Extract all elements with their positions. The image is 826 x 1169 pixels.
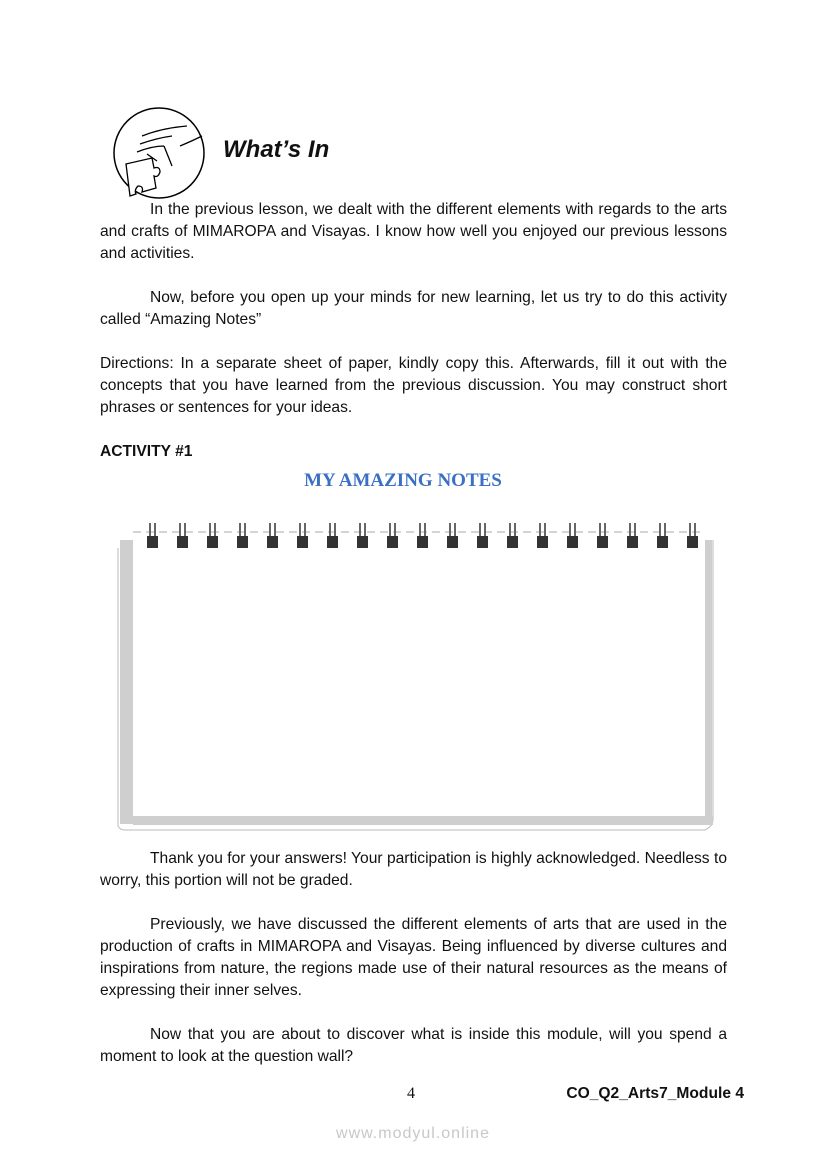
paragraph: Previously, we have discussed the different elements of arts that are used in the production of crafts in MIMAROPA and Visayas. Being influenced by diverse cultures and inspirations from nature, the regions made use of their natural resources as the means of expressing their inner selves. xyxy=(100,916,727,999)
directions-paragraph: Directions: In a separate sheet of paper, kindly copy this. Afterwards, fill it out with the concepts that you have learned from the previous discussion. You may construct short phrases or sentences for your ideas. xyxy=(100,355,727,416)
paragraph: In the previous lesson, we dealt with the different elements with regards to the arts and crafts of MIMAROPA and Visayas. I know how well you enjoyed our previous lessons and activities. xyxy=(100,201,727,262)
spiral-ring-icon xyxy=(537,523,548,548)
spiral-ring-icon xyxy=(237,523,248,548)
spiral-ring-icon xyxy=(297,523,308,548)
spiral-ring-icon xyxy=(147,523,158,548)
paragraph: Thank you for your answers! Your participation is highly acknowledged. Needless to worry, this portion will not be graded. xyxy=(100,850,727,889)
watermark: www.modyul.online xyxy=(336,1125,490,1142)
notes-title: MY AMAZING NOTES xyxy=(304,470,502,491)
spiral-ring-icon xyxy=(687,523,698,548)
spiral-ring-icon xyxy=(327,523,338,548)
spiral-ring-icon xyxy=(597,523,608,548)
spiral-ring-icon xyxy=(507,523,518,548)
spiral-ring-icon xyxy=(567,523,578,548)
notepad-illustration xyxy=(115,520,720,832)
spiral-ring-icon xyxy=(417,523,428,548)
spiral-ring-icon xyxy=(387,523,398,548)
spiral-ring-icon xyxy=(447,523,458,548)
spiral-ring-icon xyxy=(267,523,278,548)
spiral-ring-icon xyxy=(357,523,368,548)
activity-label: ACTIVITY #1 xyxy=(100,443,193,460)
page-number: 4 xyxy=(407,1085,415,1102)
paragraph: Now, before you open up your minds for new learning, let us try to do this activity called “Amazing Notes” xyxy=(100,289,727,328)
section-title: What’s In xyxy=(223,136,330,163)
module-code: CO_Q2_Arts7_Module 4 xyxy=(566,1085,744,1102)
hand-puzzle-icon xyxy=(112,106,206,200)
spiral-ring-icon xyxy=(477,523,488,548)
spiral-ring-icon xyxy=(207,523,218,548)
paragraph: Now that you are about to discover what is inside this module, will you spend a moment to look at the question wall? xyxy=(100,1026,727,1065)
spiral-ring-icon xyxy=(627,523,638,548)
spiral-ring-icon xyxy=(657,523,668,548)
spiral-ring-icon xyxy=(177,523,188,548)
